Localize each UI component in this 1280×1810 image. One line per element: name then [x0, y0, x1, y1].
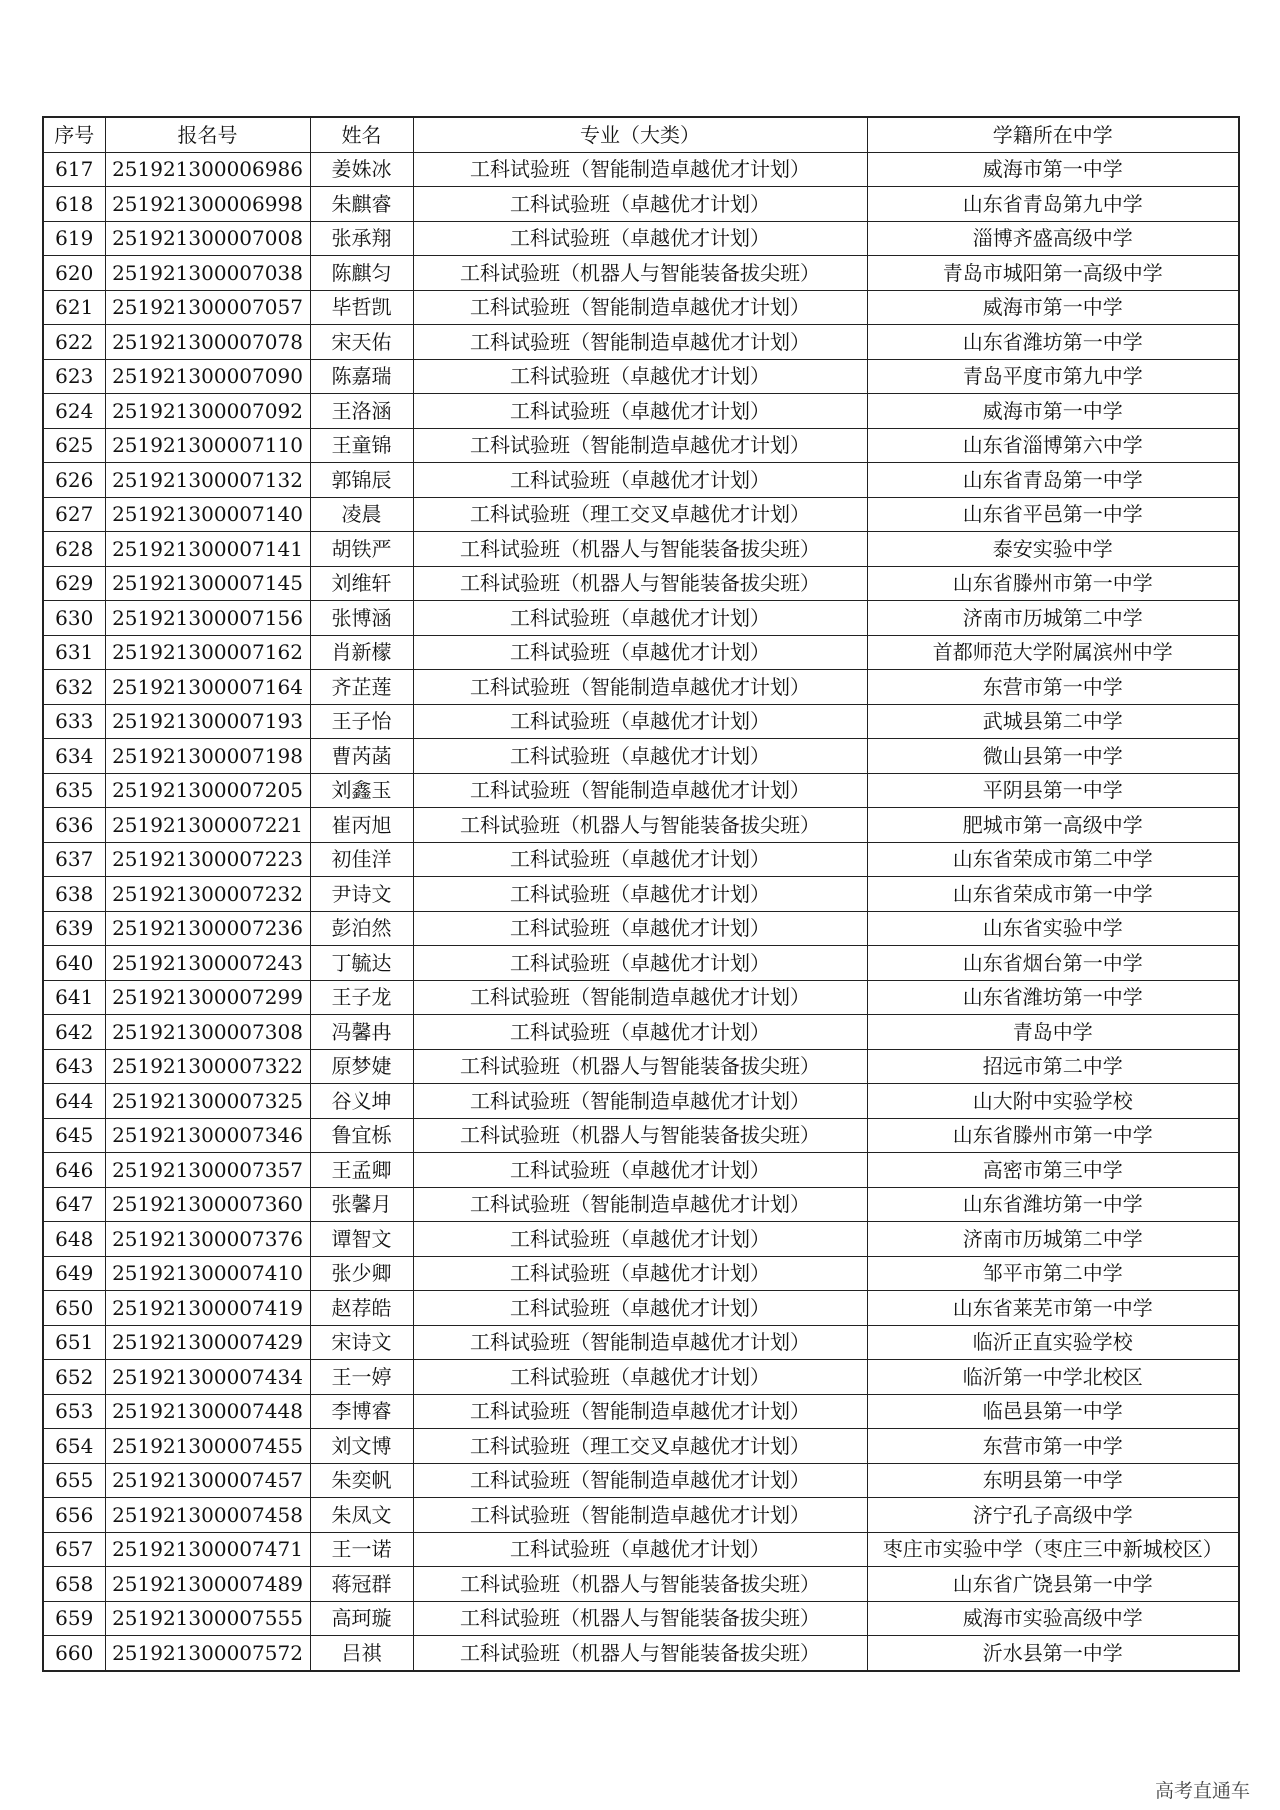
- cell-high-school: 山大附中实验学校: [867, 1084, 1239, 1119]
- cell-name: 彭泊然: [310, 911, 413, 946]
- table-row: [43, 187, 1239, 222]
- cell-major: 工科试验班（智能制造卓越优才计划）: [413, 670, 867, 705]
- cell-index: 653: [43, 1394, 105, 1429]
- cell-name: 冯馨冉: [310, 1015, 413, 1050]
- cell-major: 工科试验班（卓越优才计划）: [413, 635, 867, 670]
- cell-index: 652: [43, 1360, 105, 1395]
- table-row: [43, 1222, 1239, 1257]
- cell-index: 648: [43, 1222, 105, 1257]
- table-row: [43, 566, 1239, 601]
- cell-registration-number: 251921300007110: [105, 428, 310, 463]
- cell-registration-number: 251921300007357: [105, 1153, 310, 1188]
- table-row: [43, 1291, 1239, 1326]
- cell-index: 645: [43, 1118, 105, 1153]
- cell-registration-number: 251921300007434: [105, 1360, 310, 1395]
- cell-name: 鲁宜栎: [310, 1118, 413, 1153]
- cell-high-school: 威海市第一中学: [867, 394, 1239, 429]
- cell-index: 622: [43, 325, 105, 360]
- cell-major: 工科试验班（智能制造卓越优才计划）: [413, 1394, 867, 1429]
- cell-major: 工科试验班（机器人与智能装备拔尖班）: [413, 1601, 867, 1636]
- cell-registration-number: 251921300007455: [105, 1429, 310, 1464]
- table-row: [43, 1601, 1239, 1636]
- cell-high-school: 青岛市城阳第一高级中学: [867, 256, 1239, 291]
- table-row: [43, 221, 1239, 256]
- cell-name: 王一诺: [310, 1532, 413, 1567]
- cell-high-school: 临沂正直实验学校: [867, 1325, 1239, 1360]
- cell-major: 工科试验班（智能制造卓越优才计划）: [413, 152, 867, 187]
- cell-index: 656: [43, 1498, 105, 1533]
- cell-registration-number: 251921300007489: [105, 1567, 310, 1602]
- cell-high-school: 山东省莱芜市第一中学: [867, 1291, 1239, 1326]
- header-index: 序号: [43, 117, 105, 152]
- cell-high-school: 济南市历城第二中学: [867, 1222, 1239, 1257]
- cell-name: 姜姝冰: [310, 152, 413, 187]
- cell-major: 工科试验班（卓越优才计划）: [413, 842, 867, 877]
- cell-name: 崔丙旭: [310, 808, 413, 843]
- cell-name: 谷义坤: [310, 1084, 413, 1119]
- cell-major: 工科试验班（机器人与智能装备拔尖班）: [413, 1118, 867, 1153]
- cell-major: 工科试验班（卓越优才计划）: [413, 877, 867, 912]
- cell-index: 625: [43, 428, 105, 463]
- roster-table: [42, 116, 1240, 1672]
- cell-index: 617: [43, 152, 105, 187]
- table-row: [43, 842, 1239, 877]
- cell-high-school: 枣庄市实验中学（枣庄三中新城校区）: [867, 1532, 1239, 1567]
- table-row: [43, 946, 1239, 981]
- table-row: [43, 1636, 1239, 1671]
- cell-registration-number: 251921300007038: [105, 256, 310, 291]
- table-row: [43, 1325, 1239, 1360]
- cell-high-school: 高密市第三中学: [867, 1153, 1239, 1188]
- cell-name: 肖新檬: [310, 635, 413, 670]
- table-row: [43, 877, 1239, 912]
- cell-index: 626: [43, 463, 105, 498]
- cell-registration-number: 251921300006986: [105, 152, 310, 187]
- cell-index: 621: [43, 290, 105, 325]
- cell-name: 胡铁严: [310, 532, 413, 567]
- cell-name: 张馨月: [310, 1187, 413, 1222]
- header-high-school: 学籍所在中学: [867, 117, 1239, 152]
- cell-registration-number: 251921300007132: [105, 463, 310, 498]
- cell-index: 659: [43, 1601, 105, 1636]
- cell-high-school: 临沂第一中学北校区: [867, 1360, 1239, 1395]
- cell-registration-number: 251921300006998: [105, 187, 310, 222]
- cell-registration-number: 251921300007164: [105, 670, 310, 705]
- cell-name: 吕祺: [310, 1636, 413, 1671]
- cell-index: 636: [43, 808, 105, 843]
- cell-major: 工科试验班（智能制造卓越优才计划）: [413, 980, 867, 1015]
- cell-registration-number: 251921300007057: [105, 290, 310, 325]
- cell-name: 朱凤文: [310, 1498, 413, 1533]
- cell-major: 工科试验班（智能制造卓越优才计划）: [413, 290, 867, 325]
- cell-name: 初佳洋: [310, 842, 413, 877]
- cell-name: 宋天佑: [310, 325, 413, 360]
- cell-major: 工科试验班（智能制造卓越优才计划）: [413, 1084, 867, 1119]
- table-row: [43, 394, 1239, 429]
- table-row: [43, 463, 1239, 498]
- cell-major: 工科试验班（卓越优才计划）: [413, 463, 867, 498]
- header-registration-number: 报名号: [105, 117, 310, 152]
- cell-high-school: 济南市历城第二中学: [867, 601, 1239, 636]
- cell-major: 工科试验班（卓越优才计划）: [413, 704, 867, 739]
- table-row: [43, 1463, 1239, 1498]
- cell-index: 632: [43, 670, 105, 705]
- cell-name: 张承翔: [310, 221, 413, 256]
- cell-high-school: 邹平市第二中学: [867, 1256, 1239, 1291]
- table-row: [43, 1429, 1239, 1464]
- cell-high-school: 临邑县第一中学: [867, 1394, 1239, 1429]
- cell-high-school: 山东省青岛第一中学: [867, 463, 1239, 498]
- cell-major: 工科试验班（智能制造卓越优才计划）: [413, 1463, 867, 1498]
- cell-registration-number: 251921300007243: [105, 946, 310, 981]
- cell-index: 646: [43, 1153, 105, 1188]
- cell-name: 王洛涵: [310, 394, 413, 429]
- cell-index: 657: [43, 1532, 105, 1567]
- cell-index: 631: [43, 635, 105, 670]
- cell-major: 工科试验班（卓越优才计划）: [413, 911, 867, 946]
- cell-index: 650: [43, 1291, 105, 1326]
- cell-major: 工科试验班（卓越优才计划）: [413, 1532, 867, 1567]
- cell-major: 工科试验班（机器人与智能装备拔尖班）: [413, 1049, 867, 1084]
- cell-registration-number: 251921300007078: [105, 325, 310, 360]
- table-header-row: [43, 117, 1239, 152]
- table-row: [43, 773, 1239, 808]
- cell-registration-number: 251921300007236: [105, 911, 310, 946]
- cell-registration-number: 251921300007419: [105, 1291, 310, 1326]
- table-row: [43, 290, 1239, 325]
- cell-high-school: 山东省滕州市第一中学: [867, 566, 1239, 601]
- cell-registration-number: 251921300007198: [105, 739, 310, 774]
- cell-index: 633: [43, 704, 105, 739]
- table-row: [43, 670, 1239, 705]
- cell-name: 陈嘉瑞: [310, 359, 413, 394]
- cell-registration-number: 251921300007092: [105, 394, 310, 429]
- cell-high-school: 微山县第一中学: [867, 739, 1239, 774]
- cell-major: 工科试验班（机器人与智能装备拔尖班）: [413, 808, 867, 843]
- cell-major: 工科试验班（卓越优才计划）: [413, 1153, 867, 1188]
- cell-index: 644: [43, 1084, 105, 1119]
- cell-index: 654: [43, 1429, 105, 1464]
- cell-name: 曹芮菡: [310, 739, 413, 774]
- cell-high-school: 平阴县第一中学: [867, 773, 1239, 808]
- table-row: [43, 256, 1239, 291]
- cell-major: 工科试验班（理工交叉卓越优才计划）: [413, 497, 867, 532]
- cell-name: 王子龙: [310, 980, 413, 1015]
- cell-registration-number: 251921300007458: [105, 1498, 310, 1533]
- cell-index: 627: [43, 497, 105, 532]
- cell-high-school: 山东省实验中学: [867, 911, 1239, 946]
- table-row: [43, 1394, 1239, 1429]
- cell-major: 工科试验班（机器人与智能装备拔尖班）: [413, 1636, 867, 1671]
- table-row: [43, 1256, 1239, 1291]
- cell-registration-number: 251921300007457: [105, 1463, 310, 1498]
- table-row: [43, 1118, 1239, 1153]
- table-row: [43, 1567, 1239, 1602]
- cell-high-school: 威海市第一中学: [867, 152, 1239, 187]
- cell-major: 工科试验班（智能制造卓越优才计划）: [413, 1187, 867, 1222]
- cell-registration-number: 251921300007162: [105, 635, 310, 670]
- cell-index: 655: [43, 1463, 105, 1498]
- cell-name: 宋诗文: [310, 1325, 413, 1360]
- cell-name: 原梦婕: [310, 1049, 413, 1084]
- header-name: 姓名: [310, 117, 413, 152]
- table-row: [43, 1498, 1239, 1533]
- cell-name: 张博涵: [310, 601, 413, 636]
- cell-name: 李博睿: [310, 1394, 413, 1429]
- table-row: [43, 152, 1239, 187]
- cell-major: 工科试验班（卓越优才计划）: [413, 221, 867, 256]
- cell-index: 637: [43, 842, 105, 877]
- cell-major: 工科试验班（机器人与智能装备拔尖班）: [413, 566, 867, 601]
- cell-name: 刘鑫玉: [310, 773, 413, 808]
- cell-index: 639: [43, 911, 105, 946]
- cell-name: 郭锦辰: [310, 463, 413, 498]
- cell-high-school: 山东省潍坊第一中学: [867, 325, 1239, 360]
- cell-high-school: 山东省广饶县第一中学: [867, 1567, 1239, 1602]
- cell-registration-number: 251921300007193: [105, 704, 310, 739]
- cell-high-school: 武城县第二中学: [867, 704, 1239, 739]
- cell-index: 623: [43, 359, 105, 394]
- cell-major: 工科试验班（卓越优才计划）: [413, 187, 867, 222]
- cell-registration-number: 251921300007090: [105, 359, 310, 394]
- cell-high-school: 青岛中学: [867, 1015, 1239, 1050]
- cell-name: 毕哲凯: [310, 290, 413, 325]
- cell-name: 谭智文: [310, 1222, 413, 1257]
- cell-high-school: 山东省平邑第一中学: [867, 497, 1239, 532]
- cell-registration-number: 251921300007221: [105, 808, 310, 843]
- cell-major: 工科试验班（卓越优才计划）: [413, 946, 867, 981]
- cell-index: 643: [43, 1049, 105, 1084]
- cell-registration-number: 251921300007156: [105, 601, 310, 636]
- cell-registration-number: 251921300007205: [105, 773, 310, 808]
- cell-high-school: 威海市第一中学: [867, 290, 1239, 325]
- cell-registration-number: 251921300007376: [105, 1222, 310, 1257]
- cell-name: 蒋冠群: [310, 1567, 413, 1602]
- cell-name: 尹诗文: [310, 877, 413, 912]
- cell-name: 王童锦: [310, 428, 413, 463]
- cell-index: 619: [43, 221, 105, 256]
- table-row: [43, 1015, 1239, 1050]
- cell-high-school: 山东省淄博第六中学: [867, 428, 1239, 463]
- cell-registration-number: 251921300007141: [105, 532, 310, 567]
- cell-registration-number: 251921300007140: [105, 497, 310, 532]
- cell-index: 638: [43, 877, 105, 912]
- cell-registration-number: 251921300007308: [105, 1015, 310, 1050]
- table-row: [43, 808, 1239, 843]
- watermark: 高考直通车: [1154, 1780, 1250, 1802]
- cell-major: 工科试验班（卓越优才计划）: [413, 1360, 867, 1395]
- cell-major: 工科试验班（卓越优才计划）: [413, 1222, 867, 1257]
- cell-high-school: 山东省滕州市第一中学: [867, 1118, 1239, 1153]
- cell-name: 陈麒匀: [310, 256, 413, 291]
- table-row: [43, 325, 1239, 360]
- table-row: [43, 1049, 1239, 1084]
- cell-high-school: 山东省烟台第一中学: [867, 946, 1239, 981]
- cell-high-school: 山东省青岛第九中学: [867, 187, 1239, 222]
- cell-registration-number: 251921300007322: [105, 1049, 310, 1084]
- cell-index: 640: [43, 946, 105, 981]
- cell-name: 王孟卿: [310, 1153, 413, 1188]
- cell-index: 647: [43, 1187, 105, 1222]
- cell-major: 工科试验班（智能制造卓越优才计划）: [413, 1325, 867, 1360]
- cell-major: 工科试验班（卓越优才计划）: [413, 359, 867, 394]
- table-row: [43, 911, 1239, 946]
- cell-major: 工科试验班（机器人与智能装备拔尖班）: [413, 256, 867, 291]
- cell-high-school: 山东省潍坊第一中学: [867, 980, 1239, 1015]
- table-row: [43, 1153, 1239, 1188]
- cell-name: 张少卿: [310, 1256, 413, 1291]
- cell-name: 王一婷: [310, 1360, 413, 1395]
- cell-registration-number: 251921300007471: [105, 1532, 310, 1567]
- cell-index: 628: [43, 532, 105, 567]
- cell-registration-number: 251921300007448: [105, 1394, 310, 1429]
- cell-index: 630: [43, 601, 105, 636]
- cell-major: 工科试验班（智能制造卓越优才计划）: [413, 773, 867, 808]
- cell-registration-number: 251921300007223: [105, 842, 310, 877]
- cell-index: 641: [43, 980, 105, 1015]
- cell-index: 658: [43, 1567, 105, 1602]
- cell-registration-number: 251921300007555: [105, 1601, 310, 1636]
- cell-major: 工科试验班（卓越优才计划）: [413, 1291, 867, 1326]
- table-row: [43, 704, 1239, 739]
- cell-major: 工科试验班（卓越优才计划）: [413, 601, 867, 636]
- cell-registration-number: 251921300007325: [105, 1084, 310, 1119]
- cell-index: 620: [43, 256, 105, 291]
- cell-index: 635: [43, 773, 105, 808]
- cell-high-school: 济宁孔子高级中学: [867, 1498, 1239, 1533]
- table-row: [43, 1084, 1239, 1119]
- cell-high-school: 招远市第二中学: [867, 1049, 1239, 1084]
- cell-registration-number: 251921300007008: [105, 221, 310, 256]
- table-row: [43, 601, 1239, 636]
- cell-index: 651: [43, 1325, 105, 1360]
- cell-high-school: 沂水县第一中学: [867, 1636, 1239, 1671]
- cell-registration-number: 251921300007572: [105, 1636, 310, 1671]
- cell-high-school: 威海市实验高级中学: [867, 1601, 1239, 1636]
- cell-name: 刘文博: [310, 1429, 413, 1464]
- cell-name: 丁毓达: [310, 946, 413, 981]
- cell-registration-number: 251921300007299: [105, 980, 310, 1015]
- cell-high-school: 山东省荣成市第二中学: [867, 842, 1239, 877]
- header-major: 专业（大类）: [413, 117, 867, 152]
- cell-major: 工科试验班（智能制造卓越优才计划）: [413, 1498, 867, 1533]
- table-body: [43, 152, 1239, 1671]
- cell-major: 工科试验班（卓越优才计划）: [413, 739, 867, 774]
- cell-high-school: 东营市第一中学: [867, 670, 1239, 705]
- cell-index: 649: [43, 1256, 105, 1291]
- cell-name: 朱奕帆: [310, 1463, 413, 1498]
- cell-name: 凌晨: [310, 497, 413, 532]
- cell-high-school: 青岛平度市第九中学: [867, 359, 1239, 394]
- cell-major: 工科试验班（卓越优才计划）: [413, 394, 867, 429]
- cell-index: 634: [43, 739, 105, 774]
- cell-name: 赵荐皓: [310, 1291, 413, 1326]
- cell-high-school: 东明县第一中学: [867, 1463, 1239, 1498]
- cell-name: 高珂璇: [310, 1601, 413, 1636]
- cell-major: 工科试验班（智能制造卓越优才计划）: [413, 428, 867, 463]
- cell-index: 624: [43, 394, 105, 429]
- table-row: [43, 1532, 1239, 1567]
- cell-name: 齐芷莲: [310, 670, 413, 705]
- table-row: [43, 1360, 1239, 1395]
- cell-name: 刘维轩: [310, 566, 413, 601]
- cell-registration-number: 251921300007410: [105, 1256, 310, 1291]
- cell-registration-number: 251921300007360: [105, 1187, 310, 1222]
- cell-high-school: 淄博齐盛高级中学: [867, 221, 1239, 256]
- cell-major: 工科试验班（机器人与智能装备拔尖班）: [413, 1567, 867, 1602]
- cell-registration-number: 251921300007429: [105, 1325, 310, 1360]
- cell-high-school: 泰安实验中学: [867, 532, 1239, 567]
- table-row: [43, 739, 1239, 774]
- cell-high-school: 首都师范大学附属滨州中学: [867, 635, 1239, 670]
- table-row: [43, 428, 1239, 463]
- table-row: [43, 635, 1239, 670]
- cell-index: 629: [43, 566, 105, 601]
- cell-registration-number: 251921300007346: [105, 1118, 310, 1153]
- cell-high-school: 肥城市第一高级中学: [867, 808, 1239, 843]
- table-row: [43, 359, 1239, 394]
- cell-name: 朱麒睿: [310, 187, 413, 222]
- table-row: [43, 532, 1239, 567]
- cell-index: 618: [43, 187, 105, 222]
- cell-index: 642: [43, 1015, 105, 1050]
- cell-registration-number: 251921300007145: [105, 566, 310, 601]
- cell-high-school: 山东省荣成市第一中学: [867, 877, 1239, 912]
- cell-registration-number: 251921300007232: [105, 877, 310, 912]
- cell-index: 660: [43, 1636, 105, 1671]
- table-row: [43, 497, 1239, 532]
- cell-major: 工科试验班（理工交叉卓越优才计划）: [413, 1429, 867, 1464]
- cell-major: 工科试验班（智能制造卓越优才计划）: [413, 325, 867, 360]
- cell-name: 王子怡: [310, 704, 413, 739]
- cell-major: 工科试验班（卓越优才计划）: [413, 1256, 867, 1291]
- table-row: [43, 1187, 1239, 1222]
- cell-high-school: 山东省潍坊第一中学: [867, 1187, 1239, 1222]
- cell-major: 工科试验班（机器人与智能装备拔尖班）: [413, 532, 867, 567]
- table-row: [43, 980, 1239, 1015]
- cell-high-school: 东营市第一中学: [867, 1429, 1239, 1464]
- cell-major: 工科试验班（卓越优才计划）: [413, 1015, 867, 1050]
